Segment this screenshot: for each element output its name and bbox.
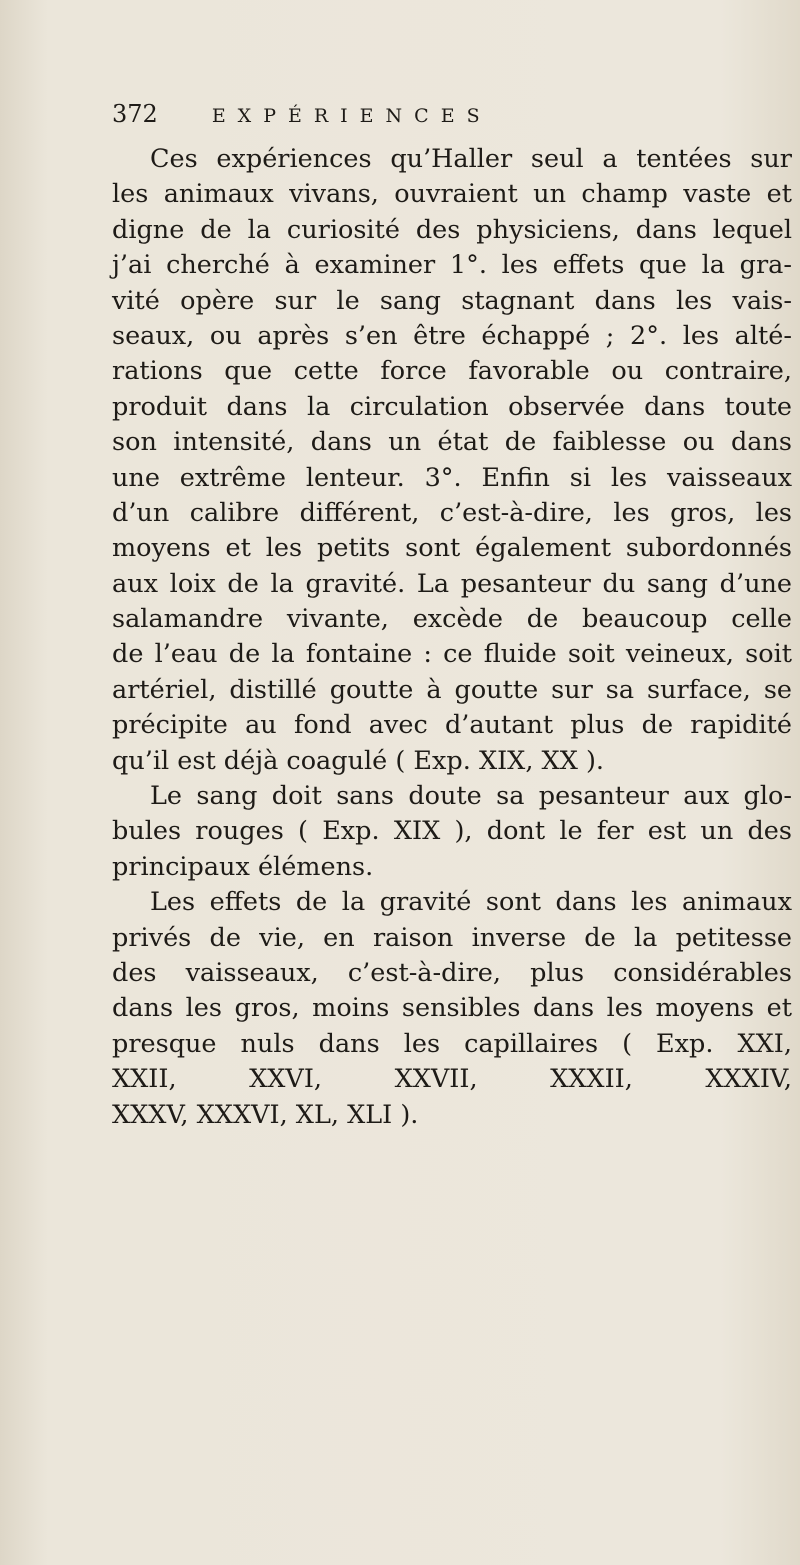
text-line: XXII, XXVI, XXVII, XXXII, XXXIV,: [112, 1064, 792, 1095]
text-line: presque nuls dans les capillaires ( Exp. XXI,: [112, 1028, 792, 1059]
text-line: des vaisseaux, c’est-à-dire, plus considérables: [112, 957, 792, 988]
text-line: dans les gros, moins sensibles dans les moyens et: [112, 993, 792, 1024]
text-line: privés de vie, en raison inverse de la petitesse: [112, 922, 792, 953]
text-line: Le sang doit sans doute sa pesanteur aux glo-: [150, 781, 792, 812]
text-line: seaux, ou après s’en être échappé ; 2°. les alté-: [112, 320, 792, 351]
text-line: d’un calibre différent, c’est-à-dire, les gros, les: [112, 497, 792, 528]
text-line: digne de la curiosité des physiciens, dans lequel: [112, 214, 792, 245]
text-line: précipite au fond avec d’autant plus de rapidité: [112, 710, 792, 741]
page-number: 372: [112, 100, 158, 128]
text-line: rations que cette force favorable ou contraire,: [112, 356, 792, 387]
text-line: de l’eau de la fontaine : ce fluide soit veineux, soit: [112, 639, 792, 670]
text-line: vité opère sur le sang stagnant dans les vais-: [112, 285, 792, 316]
text-line: produit dans la circulation observée dans toute: [112, 391, 792, 422]
text-line: principaux élémens.: [112, 851, 374, 882]
text-line: aux loix de la gravité. La pesanteur du sang d’une: [112, 568, 792, 599]
text-line: son intensité, dans un état de faiblesse ou dans: [112, 427, 792, 458]
text-line: moyens et les petits sont également subordonnés: [112, 533, 792, 564]
text-line: XXXV, XXXVI, XL, XLI ).: [112, 1099, 419, 1130]
text-line: qu’il est déjà coagulé ( Exp. XIX, XX ).: [112, 745, 605, 776]
text-line: salamandre vivante, excède de beaucoup celle: [112, 604, 792, 635]
text-line: Ces expériences qu’Haller seul a tentées sur: [150, 144, 792, 174]
text-line: Les effets de la gravité sont dans les animaux: [150, 887, 792, 918]
text-line: bules rouges ( Exp. XIX ), dont le fer est un des: [112, 816, 792, 847]
running-head: EXPÉRIENCES: [211, 105, 492, 127]
text-line: j’ai cherché à examiner 1°. les effets que la gra-: [112, 250, 792, 281]
page-header: [112, 100, 712, 140]
body-text: [112, 142, 792, 1133]
text-line: une extrême lenteur. 3°. Enfin si les vaisseaux: [112, 462, 792, 493]
text-line: les animaux vivans, ouvraient un champ vaste et: [112, 179, 792, 210]
text-line: artériel, distillé goutte à goutte sur sa surface, se: [112, 674, 792, 705]
